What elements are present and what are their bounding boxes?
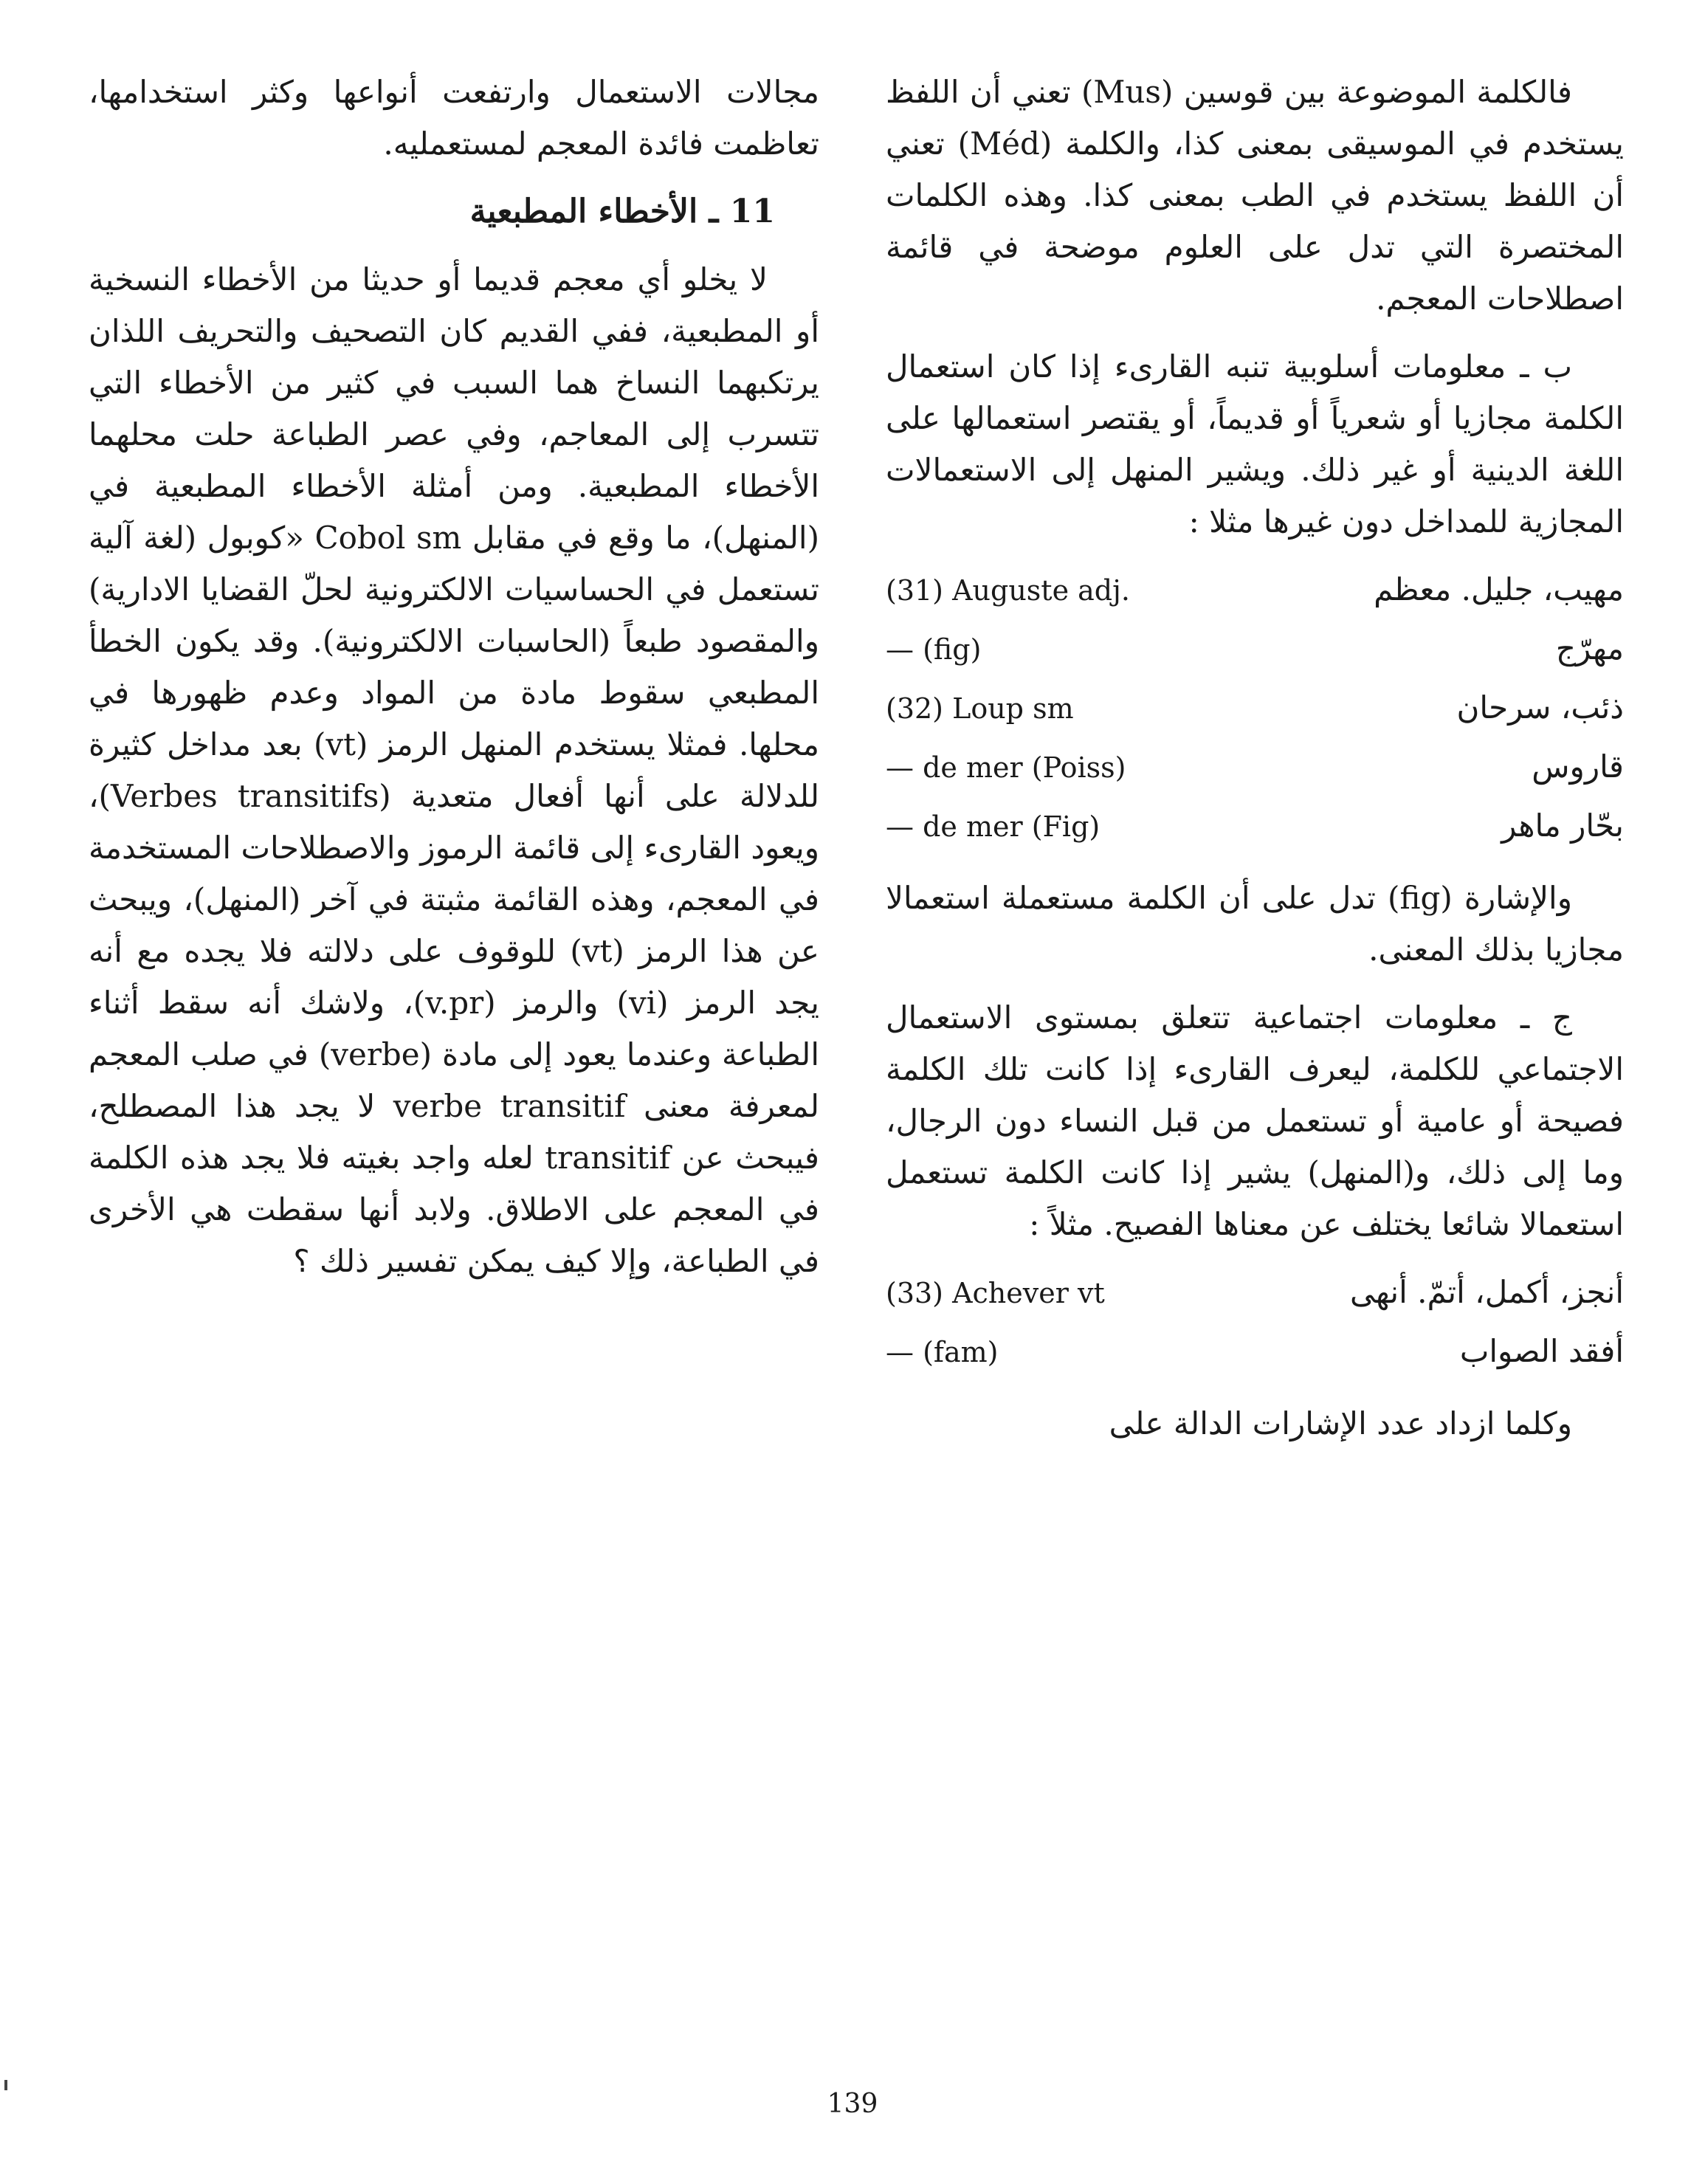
- page-number: 139: [827, 2089, 878, 2119]
- paragraph-abbreviations: فالكلمة الموضوعة بين قوسين (Mus) تعني أن اللفظ يستخدم في الموسيقى بمعنى كذا، والكلمة (Méd) تعني أن اللفظ يستخدم في الطب بمعنى كذا. وهذه الكلمات المختصرة التي تدل على العلوم موضحة في قائمة اصطلاحات المعجم.: [886, 74, 1624, 317]
- entry-arabic: قاروس: [1532, 748, 1624, 785]
- dictionary-entry: [886, 623, 1624, 682]
- entry-french: — de mer (Poiss): [886, 751, 1126, 784]
- example-entries-1: [886, 564, 1624, 859]
- dictionary-entry: [886, 1326, 1624, 1385]
- entry-french: — de mer (Fig): [886, 810, 1100, 843]
- entry-french: (33) Achever vt: [886, 1277, 1105, 1309]
- section-heading: 11 ـ الأخطاء المطبعية: [469, 193, 775, 230]
- dictionary-entry: [886, 800, 1624, 859]
- entry-french: (31) Auguste adj.: [886, 574, 1130, 607]
- example-entries-2: [886, 1267, 1624, 1385]
- left-column: [89, 66, 819, 1303]
- entry-arabic: مهرّج: [1555, 630, 1624, 666]
- dictionary-entry: [886, 564, 1624, 623]
- paragraph-stylistic-info: ب ـ معلومات أسلوبية تنبه القارىء إذا كان استعمال الكلمة مجازيا أو شعرياً أو قديماً، أو يقتصر استعمالها على اللغة الدينية أو غير ذلك. ويشير المنهل إلى الاستعمالات المجازية للمداخل دون غيرها مثلا :: [886, 348, 1625, 540]
- entry-arabic: أنجز، أكمل، أتمّ. أنهى: [1350, 1274, 1624, 1310]
- entry-french: — (fam): [886, 1336, 999, 1368]
- paragraph-social-info: ج ـ معلومات اجتماعية تتعلق بمستوى الاستعمال الاجتماعي للكلمة، ليعرف القارىء إذا كانت تلك الكلمة فصيحة أو عامية أو تستعمل من قبل النساء دون الرجال، وما إلى ذلك، و(المنهل) يشير إذا كانت الكلمة تستعمل استعمالا شائعا يختلف عن معناها الفصيح. مثلاً :: [886, 999, 1624, 1242]
- entry-french: (32) Loup sm: [886, 692, 1074, 725]
- entry-arabic: ذئب، سرحان: [1456, 689, 1624, 726]
- dictionary-entry: [886, 741, 1624, 800]
- paragraph-typos: لا يخلو أي معجم قديما أو حديثا من الأخطاء النسخية أو المطبعية، ففي القديم كان التصحيف والتحريف اللذان يرتكبهما النساخ هما السبب في كثير من الأخطاء التي تتسرب إلى المعاجم، وفي عصر الطباعة حلت محلهما الأخطاء المطبعية. ومن أمثلة الأخطاء المطبعية في (المنهل)، ما وقع في مقابل Cobol sm «كوبول (لغة آلية تستعمل في الحساسيات الالكترونية لحلّ القضايا الادارية) والمقصود طبعاً (الحاسبات الالكترونية). وقد يكون الخطأ المطبعي سقوط مادة من المواد وعدم ظهورها في محلها. فمثلا يستخدم المنهل الرمز (vt) بعد مداخل كثيرة للدلالة على أنها أفعال متعدية (Verbes transitifs)، ويعود القارىء إلى قائمة الرموز والاصطلاحات المستخدمة في المعجم، وهذه القائمة مثبتة في آخر (المنهل)، ويبحث عن هذا الرمز (vt) للوقوف على دلالته فلا يجده مع أنه يجد الرمز (vi) والرمز (v.pr)، ولاشك أنه سقط أثناء الطباعة وعندما يعود إلى مادة (verbe) في صلب المعجم لمعرفة معنى verbe transitif لا يجد هذا المصطلح، فيبحث عن transitif لعله واجد بغيته فلا يجد هذه الكلمة في المعجم على الاطلاق. ولابد أنها سقطت هي الأخرى في الطباعة، وإلا كيف يمكن تفسير ذلك ؟: [89, 261, 820, 1279]
- paragraph-fig-note: والإشارة (fig) تدل على أن الكلمة مستعملة استعمالا مجازيا بذلك المعنى.: [886, 880, 1624, 968]
- paragraph-continuation: وكلما ازداد عدد الإشارات الدالة على: [1109, 1405, 1572, 1441]
- scan-edge-mark: [4, 2080, 7, 2090]
- dictionary-entry: [886, 1267, 1624, 1326]
- entry-arabic: أفقد الصواب: [1459, 1333, 1624, 1369]
- entry-french: — (fig): [886, 633, 982, 666]
- right-column: [886, 66, 1624, 1466]
- entry-arabic: مهيب، جليل. معظم: [1374, 571, 1624, 607]
- paragraph-continued: مجالات الاستعمال وارتفعت أنواعها وكثر استخدامها، تعاظمت فائدة المعجم لمستعمليه.: [89, 74, 819, 162]
- dictionary-entry: [886, 682, 1624, 741]
- entry-arabic: بحّار ماهر: [1501, 807, 1624, 844]
